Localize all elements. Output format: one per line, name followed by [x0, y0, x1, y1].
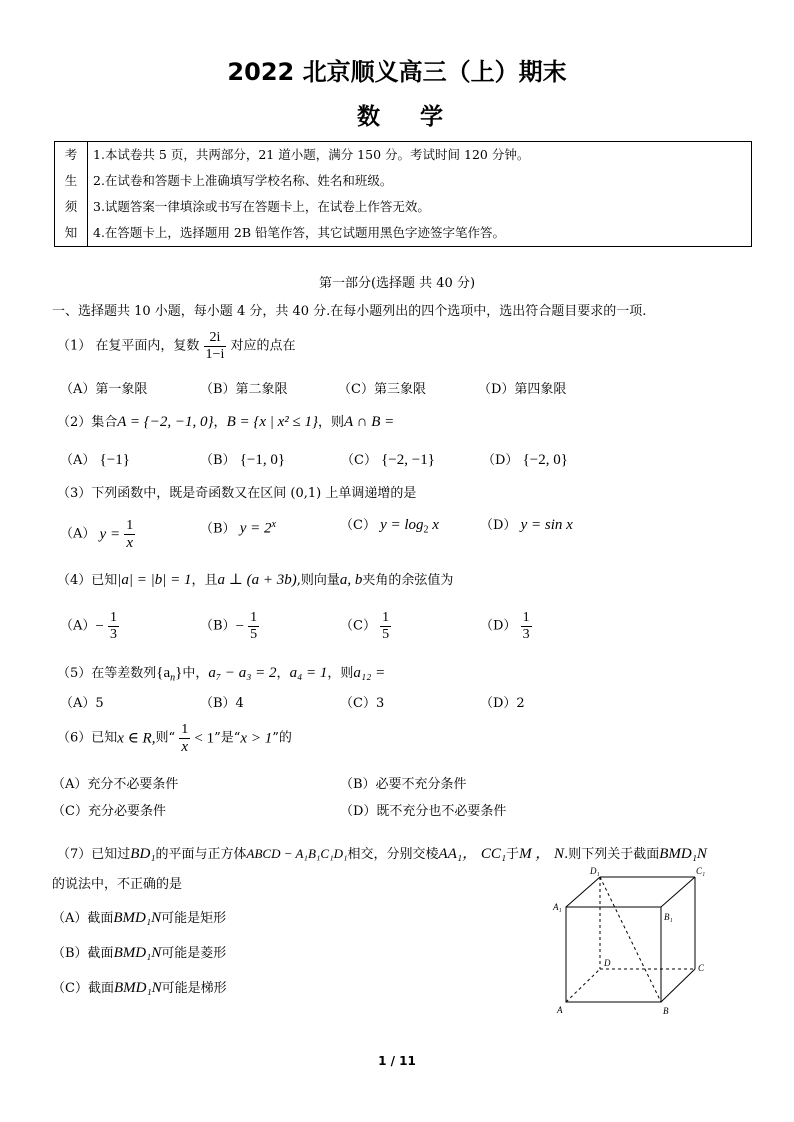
q4-option-b[interactable] [200, 610, 259, 643]
q7-option-tail: 可能是菱形 [161, 946, 227, 961]
q4-stem: （4）已知 [57, 573, 118, 588]
q1-option-d[interactable]: （D）第四象限 [478, 382, 567, 397]
q7-stem: （7）已知过 [57, 847, 131, 862]
notice-item: 4.在答题卡上，选择题用 2B 铅笔作答，其它试题用黑色字迹签字笔作答。 [93, 225, 506, 240]
cube-label-c: C [698, 963, 705, 973]
cube-label-a1: A₁ [553, 902, 562, 912]
q3-option-label: （C） [340, 518, 376, 533]
q7-option-expr: BMD₁N [113, 945, 162, 961]
q4-b-fraction [248, 610, 259, 643]
q4-den: 3 [522, 627, 530, 642]
q7-stem-mid4: .则下列关于截面 [564, 847, 660, 862]
q1-frac-num: 2i [204, 330, 227, 347]
q4-stem-end: 夹角的余弦值为 [362, 573, 454, 588]
q4-option-c[interactable] [340, 610, 391, 643]
cube-label-c1: C₁ [696, 866, 706, 876]
q4-option-label: （D） [480, 618, 517, 634]
q2-option-value: {−1} [99, 452, 130, 468]
q5-seq-close: } [175, 665, 183, 681]
q4-den: 5 [382, 627, 390, 642]
q7-cube: ABCD − A₁B₁C₁D₁ [246, 846, 348, 861]
cube-label-a: A [557, 1005, 563, 1015]
q2-option-a[interactable] [60, 452, 130, 469]
q6-stem-end: ”的 [272, 730, 292, 746]
q1-option-c[interactable]: （C）第三象限 [338, 382, 426, 397]
q5-eq2: a₄ = 1 [289, 665, 328, 681]
q6-frac-num: 1 [181, 722, 189, 737]
q6-option-d[interactable]: （D）既不充分也不必要条件 [340, 804, 507, 819]
q7-option-expr: BMD₁N [113, 980, 162, 996]
q3-b-sup: x [271, 519, 276, 530]
q6-relation: < 1 [194, 730, 215, 747]
q4-num: 1 [110, 610, 117, 625]
q7-option-tail: 可能是矩形 [161, 911, 227, 926]
q6-option-c[interactable]: （C）充分必要条件 [52, 804, 166, 819]
q4-num: 1 [382, 610, 390, 625]
cube-diagram [548, 862, 718, 1022]
notice-item: 2.在试卷和答题卡上准确填写学校名称、姓名和班级。 [93, 173, 393, 188]
q3-option-d[interactable] [480, 517, 573, 534]
q1-stem: （1） 在复平面内，复数 [57, 338, 200, 354]
question-2 [57, 414, 394, 431]
q2-option-label: （A） [60, 453, 96, 468]
q3-c-expr: y = log [380, 517, 424, 533]
question-3: （3）下列函数中，既是奇函数又在区间 (0,1) 上单调递增的是 [57, 486, 417, 501]
q3-option-c[interactable] [340, 517, 439, 539]
q7-stem-mid: 的平面与正方体 [155, 847, 247, 862]
q7-stem-line2: 的说法中，不正确的是 [52, 877, 183, 892]
q3-a-fraction [124, 518, 135, 551]
part-heading: 第一部分(选择题 共 40 分) [318, 276, 476, 291]
q1-frac-den: 1−i [205, 347, 225, 362]
q4-stem-mid: ，且 [191, 573, 218, 588]
q1-stem-end: 对应的点在 [230, 338, 296, 354]
q3-c-tail: x [428, 517, 439, 533]
notice-side-char: 考 [64, 147, 78, 162]
q2-option-d[interactable] [482, 452, 568, 469]
q4-num: 1 [250, 610, 258, 625]
q5-option-a[interactable]: （A）5 [60, 696, 104, 711]
q2-expr: A ∩ B = [344, 414, 395, 430]
q2-stem-mid: ，则 [318, 415, 345, 430]
q6-stem-mid: 则“ [155, 730, 176, 746]
q7-stem-mid3: 于 [506, 847, 520, 862]
q2-option-label: （D） [482, 453, 519, 468]
q5-stem-end: ，则 [327, 666, 354, 681]
q3-option-label: （A） [60, 526, 96, 542]
notice-table [54, 141, 752, 247]
q5-option-c[interactable]: （C）3 [340, 696, 385, 711]
q5-option-d[interactable]: （D）2 [480, 696, 525, 711]
exam-title: 2022 北京顺义高三（上）期末 [227, 58, 567, 86]
q3-option-label: （D） [480, 518, 517, 533]
q4-stem-mid2: ,则向量 [296, 573, 340, 588]
q3-a-den: x [126, 535, 134, 551]
q2-set-b: B = {x | x² ≤ 1} [226, 414, 319, 430]
q2-option-value: {−2, 0} [522, 452, 568, 468]
q5-stem: （5）在等差数列 [57, 666, 157, 681]
q6-condition: x ∈ R, [117, 730, 156, 747]
q3-a-num: 1 [126, 518, 134, 533]
q5-eq1: a₇ − a₃ = 2 [208, 665, 277, 681]
q1-option-a[interactable]: （A）第一象限 [60, 382, 148, 397]
subject-title: 数学 [357, 104, 483, 130]
q7-points: M ， N [519, 846, 565, 862]
q4-option-label: （B） [200, 618, 236, 634]
q4-perp: a ⊥ (a + 3b) [217, 572, 297, 588]
q7-option-b[interactable] [52, 945, 226, 962]
q2-option-c[interactable] [341, 452, 435, 469]
notice-side-label [55, 142, 88, 247]
q6-condition2: x > 1 [240, 730, 273, 747]
notice-side-char: 须 [64, 199, 78, 214]
q7-option-label: （C）截面 [52, 981, 114, 996]
q4-sign: − [95, 618, 104, 635]
q2-option-b[interactable] [200, 452, 285, 469]
q1-option-b[interactable]: （B）第二象限 [200, 382, 288, 397]
q4-c-fraction [380, 610, 391, 643]
q3-option-label: （B） [200, 521, 236, 537]
cube-label-d: D [604, 958, 611, 968]
q4-option-d[interactable] [480, 610, 532, 643]
q4-a-fraction [108, 610, 119, 643]
q3-b-expr: y = 2 [239, 520, 272, 537]
q7-option-label: （A）截面 [52, 911, 114, 926]
q4-option-label: （A） [60, 618, 96, 634]
q2-set-a: A = {−2, −1, 0} [117, 414, 214, 430]
cube-label-d1: D₁ [590, 866, 600, 876]
q5-seq-open: {a [156, 665, 171, 681]
q2-sep: ， [213, 415, 227, 430]
q7-option-expr: BMD₁N [113, 910, 162, 926]
cube-label-b1: B₁ [664, 912, 673, 922]
q4-option-a[interactable] [60, 610, 119, 643]
q2-option-value: {−1, 0} [239, 452, 286, 468]
notice-side-char: 生 [64, 173, 78, 188]
q7-option-a[interactable] [52, 910, 226, 927]
q7-stem-mid2: 相交，分别交棱 [347, 847, 439, 862]
q3-d-expr: y = sin x [520, 517, 573, 533]
q6-option-a[interactable]: （A）充分不必要条件 [52, 777, 179, 792]
part-instruction: 一、选择题共 10 小题，每小题 4 分，共 40 分.在每小题列出的四个选项中，选出符合题目要求的一项. [52, 304, 647, 319]
q6-fraction [179, 722, 190, 755]
q4-den: 5 [250, 627, 258, 642]
q7-option-tail: 可能是梯形 [161, 981, 227, 996]
q2-option-label: （C） [341, 453, 377, 468]
q6-stem-mid2: ”是“ [214, 730, 241, 746]
page-number: 1 / 11 [378, 1054, 416, 1068]
notice-item: 3.试题答案一律填涂或书写在答题卡上，在试卷上作答无效。 [93, 199, 430, 214]
q7-section: BMD₁N [659, 846, 707, 862]
question-5 [57, 665, 385, 687]
q5-option-b[interactable]: （B）4 [200, 696, 244, 711]
question-4 [57, 572, 453, 589]
q3-c-sub: 2 [423, 524, 429, 536]
q4-sign: − [235, 618, 245, 635]
question-7 [57, 846, 707, 863]
q7-bd1: BD₁ [130, 846, 156, 862]
q2-option-value: {−2, −1} [381, 452, 435, 468]
q4-condition: |a| = |b| = 1 [117, 572, 192, 588]
q1-fraction [204, 330, 227, 363]
notice-body [88, 142, 752, 247]
question-6 [57, 722, 292, 755]
q4-d-fraction [521, 610, 532, 643]
q2-stem: （2）集合 [57, 415, 118, 430]
q6-stem: （6）已知 [57, 730, 118, 746]
q2-option-label: （B） [200, 453, 236, 468]
q7-option-c[interactable] [52, 980, 227, 997]
q7-option-label: （B）截面 [52, 946, 114, 961]
q4-num: 1 [522, 610, 530, 625]
q5-sep: ， [276, 666, 290, 681]
q6-option-b[interactable]: （B）必要不充分条件 [340, 777, 467, 792]
notice-item: 1.本试卷共 5 页，共两部分，21 道小题，满分 150 分。考试时间 120 分钟。 [93, 147, 530, 162]
q4-den: 3 [110, 627, 117, 642]
cube-label-b: B [663, 1006, 669, 1016]
q3-a-lhs: y = [99, 526, 121, 543]
q3-option-b[interactable] [200, 517, 276, 537]
q5-ask: a₁₂ = [353, 665, 386, 681]
question-1 [57, 330, 296, 363]
q7-edges: AA₁， CC₁ [438, 846, 507, 862]
q4-vectors: a, b [339, 572, 363, 588]
q5-seq-sub: n [170, 672, 176, 684]
notice-side-char: 知 [64, 225, 78, 240]
q5-stem-mid: 中， [182, 666, 209, 681]
q4-option-label: （C） [340, 618, 376, 634]
q3-option-a[interactable] [60, 518, 135, 551]
q6-frac-den: x [181, 739, 189, 755]
